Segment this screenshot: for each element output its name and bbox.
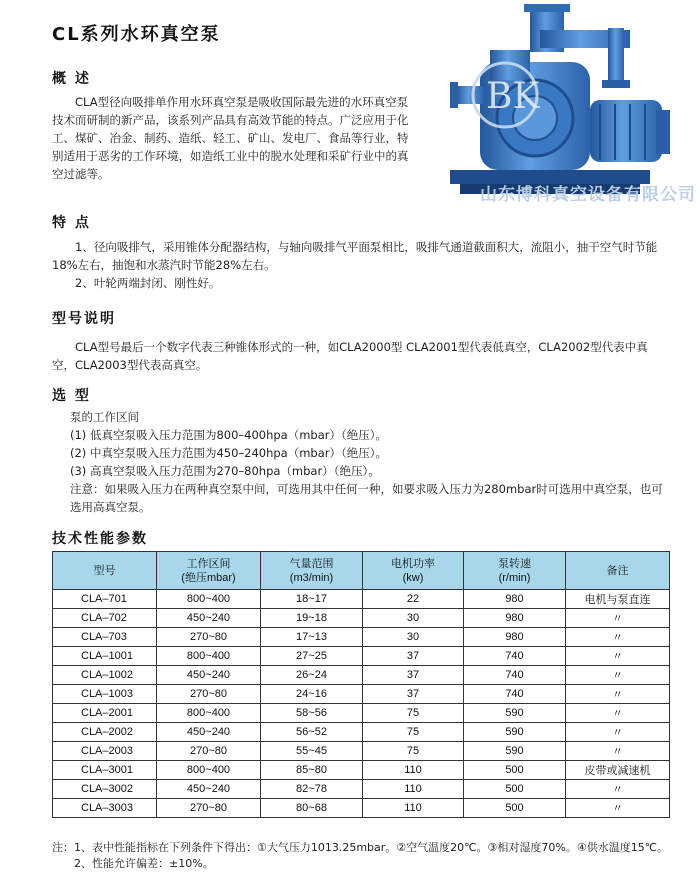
cell-range: 450~240 [157, 723, 261, 742]
selection-line: (3) 高真空泵吸入压力范围为270–80hpa（mbar）（绝压）。 [70, 464, 380, 478]
cell-capacity: 17~13 [261, 628, 363, 647]
cell-model: CLA–3003 [53, 799, 157, 818]
cell-power: 110 [363, 780, 464, 799]
table-row [53, 761, 670, 780]
cell-power: 37 [363, 666, 464, 685]
cell-range: 800~400 [157, 590, 261, 609]
cell-remark: 〃 [566, 799, 670, 818]
cell-capacity: 80~68 [261, 799, 363, 818]
specs-heading: 技术性能参数 [52, 531, 148, 547]
table-row [53, 723, 670, 742]
table-row [53, 742, 670, 761]
cell-range: 800~400 [157, 647, 261, 666]
table-header-row [53, 552, 670, 590]
cell-range: 450~240 [157, 780, 261, 799]
cell-range: 800~400 [157, 761, 261, 780]
cell-speed: 740 [464, 685, 566, 704]
cell-speed: 980 [464, 628, 566, 647]
table-row [53, 799, 670, 818]
table-row [53, 780, 670, 799]
cell-remark: 〃 [566, 685, 670, 704]
cell-range: 450~240 [157, 666, 261, 685]
cell-power: 75 [363, 704, 464, 723]
table-row [53, 647, 670, 666]
cell-capacity: 24~16 [261, 685, 363, 704]
col-header-remark: 备注 [566, 552, 670, 590]
cell-speed: 740 [464, 647, 566, 666]
selection-text [70, 408, 670, 516]
cell-range: 270~80 [157, 799, 261, 818]
cell-model: CLA–1001 [53, 647, 157, 666]
cell-remark: 〃 [566, 647, 670, 666]
cell-capacity: 56~52 [261, 723, 363, 742]
col-header-capacity: 气量范围 (m3/min) [261, 552, 363, 590]
cell-remark: 电机与泵直连 [566, 590, 670, 609]
cell-range: 270~80 [157, 685, 261, 704]
cell-model: CLA–702 [53, 609, 157, 628]
cell-power: 75 [363, 723, 464, 742]
cell-speed: 740 [464, 666, 566, 685]
cell-remark: 〃 [566, 723, 670, 742]
col-header-range: 工作区间 (绝压mbar) [157, 552, 261, 590]
cell-capacity: 27~25 [261, 647, 363, 666]
cell-model: CLA–703 [53, 628, 157, 647]
cell-power: 110 [363, 761, 464, 780]
table-row [53, 685, 670, 704]
cell-speed: 500 [464, 780, 566, 799]
cell-range: 450~240 [157, 609, 261, 628]
selection-line: 泵的工作区间 [70, 410, 139, 424]
overview-text [52, 93, 417, 183]
cell-model: CLA–2001 [53, 704, 157, 723]
cell-speed: 980 [464, 590, 566, 609]
cell-speed: 590 [464, 704, 566, 723]
cell-model: CLA–3001 [53, 761, 157, 780]
feature-item: 1、径向吸排气，采用锥体分配器结构，与轴向吸排气平面泵相比，吸排气通道截面积大，流阻小，抽干空气时节能18%左右，抽饱和水蒸汽时节能28%左右。 [52, 240, 658, 272]
table-row [53, 704, 670, 723]
spec-table [52, 551, 670, 818]
cell-model: CLA–1002 [53, 666, 157, 685]
cell-power: 22 [363, 590, 464, 609]
cell-model: CLA–2002 [53, 723, 157, 742]
cell-speed: 590 [464, 723, 566, 742]
features-heading: 特 点 [52, 215, 91, 231]
cell-model: CLA–1003 [53, 685, 157, 704]
cell-range: 270~80 [157, 742, 261, 761]
note-line: 2、性能允许偏差：±10%。 [74, 857, 214, 870]
cell-capacity: 26~24 [261, 666, 363, 685]
model-desc-text [52, 338, 670, 374]
cell-remark: 〃 [566, 742, 670, 761]
model-desc-heading: 型号说明 [52, 311, 116, 327]
col-header-speed: 泵转速 (r/min) [464, 552, 566, 590]
cell-speed: 500 [464, 799, 566, 818]
cell-model: CLA–701 [53, 590, 157, 609]
cell-speed: 980 [464, 609, 566, 628]
cell-remark: 〃 [566, 704, 670, 723]
cell-remark: 〃 [566, 666, 670, 685]
cell-remark: 〃 [566, 609, 670, 628]
table-row [53, 666, 670, 685]
cell-speed: 500 [464, 761, 566, 780]
col-header-model: 型号 [53, 552, 157, 590]
cell-capacity: 82~78 [261, 780, 363, 799]
cell-power: 37 [363, 647, 464, 666]
cell-capacity: 58~56 [261, 704, 363, 723]
cell-model: CLA–2003 [53, 742, 157, 761]
feature-item: 2、叶轮两端封闭、刚性好。 [75, 276, 221, 290]
cell-power: 75 [363, 742, 464, 761]
cell-capacity: 18~17 [261, 590, 363, 609]
cell-range: 270~80 [157, 628, 261, 647]
note-line: 注：1、表中性能指标在下列条件下得出：①大气压力1013.25mbar。②空气温度20℃。③相对湿度70%。④供水温度15℃。 [52, 841, 669, 854]
col-header-power: 电机功率 (kw) [363, 552, 464, 590]
table-row [53, 590, 670, 609]
cell-capacity: 85~80 [261, 761, 363, 780]
selection-line: (2) 中真空泵吸入压力范围为450–240hpa（mbar）（绝压）。 [70, 446, 388, 460]
cell-power: 30 [363, 628, 464, 647]
cell-power: 110 [363, 799, 464, 818]
overview-paragraph: CLA型径向吸排单作用水环真空泵是吸收国际最先进的水环真空泵技术而研制的新产品，该系列产品具有高效节能的特点。广泛应用于化工、煤矿、冶金、制药、造纸、轻工、矿山、发电厂、食品等行业，特别适用于恶劣的工作环境，如造纸工业中的脱水处理和采矿行业中的真空过滤等。 [52, 95, 409, 181]
model-desc-paragraph: CLA型号最后一个数字代表三种锥体形式的一种，如CLA2000型 CLA2001型代表低真空，CLA2002型代表中真空，CLA2003型代表高真空。 [52, 340, 648, 372]
cell-range: 800~400 [157, 704, 261, 723]
cell-model: CLA–3002 [53, 780, 157, 799]
cell-power: 30 [363, 609, 464, 628]
selection-line: (1) 低真空泵吸入压力范围为800–400hpa（mbar）（绝压）。 [70, 428, 388, 442]
cell-remark: 〃 [566, 628, 670, 647]
cell-speed: 590 [464, 742, 566, 761]
cell-capacity: 19~18 [261, 609, 363, 628]
table-notes [52, 840, 668, 872]
cell-capacity: 55~45 [261, 742, 363, 761]
selection-note: 注意：如果吸入压力在两种真空泵中间，可选用其中任何一种，如要求吸入压力为280mbar时可选用中真空泵，也可选用高真空泵。 [70, 482, 663, 514]
watermark-text: BK [486, 76, 540, 117]
company-name: 山东博科真空设备有限公司 [480, 185, 696, 205]
cell-power: 37 [363, 685, 464, 704]
features-list [52, 238, 670, 292]
overview-heading: 概 述 [52, 71, 91, 87]
table-row [53, 609, 670, 628]
page-title: CL系列水环真空泵 [52, 24, 221, 45]
selection-heading: 选 型 [52, 388, 91, 404]
cell-remark: 〃 [566, 780, 670, 799]
cell-remark: 皮带或减速机 [566, 761, 670, 780]
table-row [53, 628, 670, 647]
